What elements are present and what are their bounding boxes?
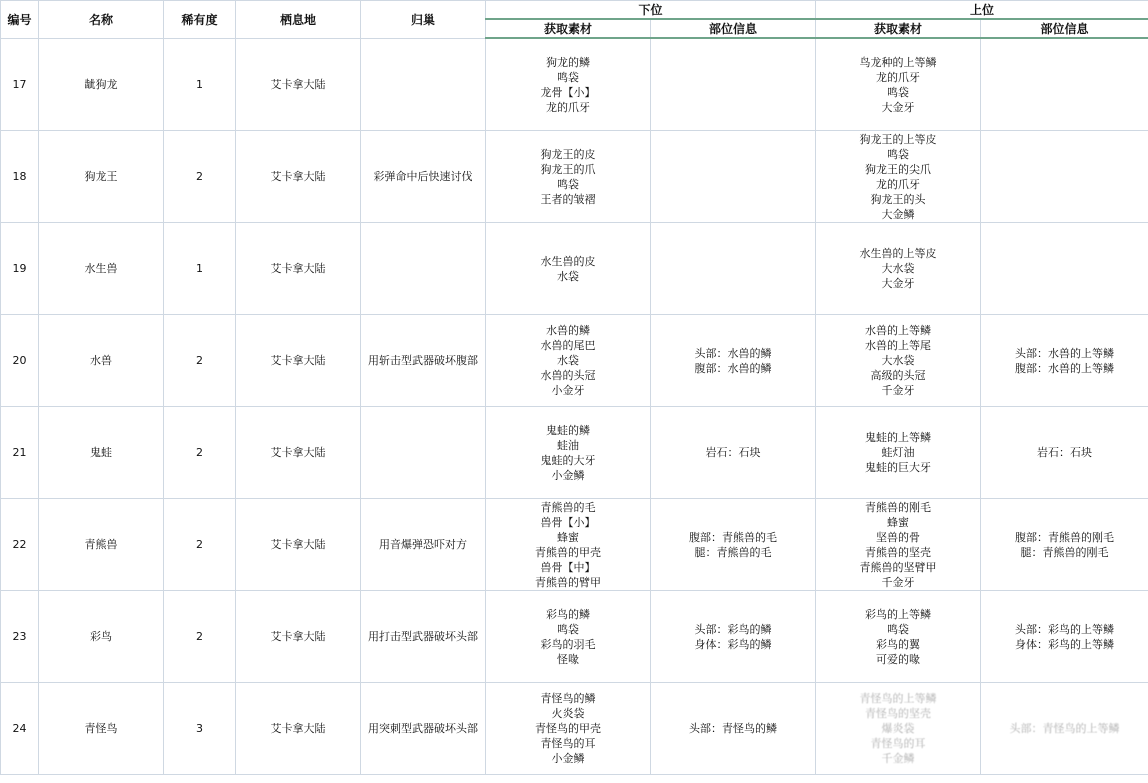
cell-low-parts[interactable]: [651, 38, 816, 131]
cell-line: 青怪鸟的坚壳: [865, 707, 932, 720]
cell-high-materials[interactable]: [816, 223, 981, 315]
cell-line: 鬼蛙的上等鳞: [865, 431, 932, 444]
cell-line: 大水袋: [881, 354, 915, 367]
cell-high-materials[interactable]: [816, 38, 981, 131]
cell-habitat[interactable]: 艾卡拿大陆: [236, 683, 361, 775]
cell-high-materials[interactable]: [816, 131, 981, 223]
cell-low-materials[interactable]: [486, 499, 651, 591]
cell-line: 头部：彩鸟的上等鳞: [1015, 622, 1115, 636]
cell-line: 狗龙王的尖爪: [865, 162, 932, 176]
cell-rarity[interactable]: 2: [164, 591, 236, 683]
cell-line: 鸣袋: [887, 622, 910, 636]
cell-line: 鸣袋: [557, 622, 579, 636]
cell-line: 千金牙: [881, 384, 915, 397]
table-row: [1, 131, 1148, 223]
cell-habitat[interactable]: 艾卡拿大陆: [236, 407, 361, 499]
header-high-materials[interactable]: 获取素材: [816, 19, 981, 38]
cell-line: 狗龙王的头: [870, 192, 926, 206]
cell-line: 青熊兽的刚毛: [865, 500, 932, 514]
cell-low-parts[interactable]: [651, 223, 816, 315]
table-row: [1, 407, 1148, 499]
cell-line: 腿：青熊兽的毛: [694, 545, 772, 559]
cell-return[interactable]: 用音爆弹恐吓对方: [361, 499, 486, 591]
cell-low-materials[interactable]: [486, 315, 651, 407]
cell-low-parts[interactable]: [651, 315, 816, 407]
cell-line: 蜂蜜: [557, 530, 579, 544]
cell-return[interactable]: [361, 38, 486, 131]
cell-line: 兽骨【小】: [540, 515, 596, 529]
cell-name[interactable]: 青熊兽: [39, 499, 164, 591]
cell-line: 狗龙王的皮: [540, 147, 596, 161]
cell-line: 腹部：青熊兽的毛: [689, 530, 777, 544]
cell-high-materials[interactable]: [816, 591, 981, 683]
cell-line: 龙的爪牙: [876, 70, 921, 84]
cell-line: 身体：彩鸟的上等鳞: [1015, 637, 1115, 651]
header-habitat[interactable]: 栖息地: [236, 1, 361, 39]
cell-line: 水兽的头冠: [540, 369, 596, 382]
cell-low-parts[interactable]: [651, 499, 816, 591]
table-row: [1, 683, 1148, 775]
cell-line: 可爱的喙: [876, 652, 921, 666]
header-name[interactable]: 名称: [39, 1, 164, 39]
cell-line: 狗龙王的爪: [540, 162, 596, 176]
header-high-part-info[interactable]: 部位信息: [981, 19, 1148, 38]
cell-id[interactable]: 23: [1, 591, 39, 683]
cell-line: 身体：彩鸟的鳞: [694, 637, 772, 651]
cell-line: 大水袋: [881, 262, 915, 275]
cell-line: 鸣袋: [557, 70, 579, 84]
cell-line: 鸣袋: [557, 177, 579, 191]
cell-name[interactable]: 彩鸟: [39, 591, 164, 683]
cell-habitat[interactable]: 艾卡拿大陆: [236, 38, 361, 131]
cell-line: 龙的爪牙: [876, 177, 921, 191]
table-row: [1, 223, 1148, 315]
cell-return[interactable]: [361, 223, 486, 315]
cell-high-parts[interactable]: [981, 499, 1148, 591]
cell-id[interactable]: 17: [1, 38, 39, 131]
cell-line: 青熊兽的坚臂甲: [859, 560, 937, 574]
cell-line: 高级的头冠: [870, 369, 926, 382]
header-low-rank[interactable]: 下位: [486, 1, 816, 20]
cell-line: 鬼蛙的鳞: [546, 423, 590, 437]
cell-low-parts[interactable]: [651, 407, 816, 499]
cell-line: 青熊兽的毛: [540, 500, 596, 514]
cell-line: 爆炎袋: [881, 722, 915, 735]
cell-rarity[interactable]: 1: [164, 38, 236, 131]
cell-habitat[interactable]: 艾卡拿大陆: [236, 315, 361, 407]
cell-return[interactable]: 用斩击型武器破坏腹部: [361, 315, 486, 407]
cell-name[interactable]: 水兽: [39, 315, 164, 407]
cell-high-parts[interactable]: [981, 131, 1148, 223]
cell-line: 水兽的上等鳞: [865, 324, 932, 337]
cell-habitat[interactable]: 艾卡拿大陆: [236, 131, 361, 223]
cell-return[interactable]: [361, 407, 486, 499]
cell-low-materials[interactable]: [486, 223, 651, 315]
cell-habitat[interactable]: 艾卡拿大陆: [236, 499, 361, 591]
table-body: [1, 38, 1148, 775]
cell-high-parts[interactable]: [981, 683, 1148, 775]
cell-high-parts[interactable]: [981, 315, 1148, 407]
cell-line: 腹部：水兽的鳞: [694, 361, 772, 375]
cell-id[interactable]: 22: [1, 499, 39, 591]
cell-line: 龙骨【小】: [540, 85, 596, 99]
cell-line: 鸣袋: [887, 85, 910, 99]
cell-line: 鸟龙种的上等鳞: [859, 55, 937, 69]
cell-line: 腹部：青熊兽的刚毛: [1015, 530, 1115, 544]
cell-line: 头部：水兽的上等鳞: [1015, 346, 1115, 360]
cell-low-parts[interactable]: [651, 683, 816, 775]
header-return[interactable]: 归巢: [361, 1, 486, 39]
cell-high-materials[interactable]: [816, 315, 981, 407]
cell-line: 彩鸟的羽毛: [540, 637, 596, 651]
table-row: [1, 315, 1148, 407]
cell-high-materials[interactable]: [816, 407, 981, 499]
cell-high-parts[interactable]: [981, 223, 1148, 315]
cell-line: 青熊兽的甲壳: [535, 545, 601, 559]
cell-line: 千金牙: [881, 575, 915, 589]
cell-name[interactable]: 青怪鸟: [39, 683, 164, 775]
cell-line: 岩石：石块: [705, 446, 761, 459]
cell-high-materials[interactable]: [816, 683, 981, 775]
cell-line: 头部：青怪鸟的鳞: [689, 722, 777, 735]
cell-line: 龙的爪牙: [546, 100, 590, 114]
cell-line: 小金鳞: [551, 468, 585, 482]
cell-line: 大金鳞: [881, 207, 915, 221]
cell-line: 大金牙: [881, 100, 915, 114]
cell-line: 青怪鸟的上等鳞: [859, 692, 937, 705]
cell-line: 岩石：石块: [1037, 446, 1093, 459]
cell-rarity[interactable]: 3: [164, 683, 236, 775]
cell-line: 腿：青熊兽的刚毛: [1020, 545, 1109, 559]
cell-high-materials[interactable]: [816, 499, 981, 591]
cell-low-parts[interactable]: [651, 591, 816, 683]
cell-return[interactable]: 用突刺型武器破坏头部: [361, 683, 486, 775]
table-header: [1, 1, 1148, 39]
cell-line: 头部：青怪鸟的上等鳞: [1009, 722, 1120, 735]
header-low-materials[interactable]: 获取素材: [486, 19, 651, 38]
cell-rarity[interactable]: 2: [164, 499, 236, 591]
cell-line: 青熊兽的坚壳: [865, 545, 932, 559]
cell-line: 彩鸟的鳞: [546, 607, 590, 621]
cell-line: 青怪鸟的耳: [870, 737, 926, 750]
cell-line: 腹部：水兽的上等鳞: [1015, 361, 1115, 375]
cell-line: 水兽的尾巴: [540, 339, 596, 352]
cell-return[interactable]: 用打击型武器破坏头部: [361, 591, 486, 683]
table-row: [1, 38, 1148, 131]
cell-line: 大金牙: [881, 277, 915, 290]
cell-line: 小金鳞: [551, 752, 585, 765]
cell-line: 狗龙王的上等皮: [859, 132, 937, 146]
cell-rarity[interactable]: 2: [164, 407, 236, 499]
cell-line: 鸣袋: [887, 147, 910, 161]
cell-line: 鬼蛙的大牙: [540, 453, 596, 467]
table-row: [1, 499, 1148, 591]
cell-line: 蛙油: [557, 438, 579, 452]
cell-high-parts[interactable]: [981, 591, 1148, 683]
header-high-rank[interactable]: 上位: [816, 1, 1148, 20]
cell-line: 水袋: [557, 354, 579, 367]
cell-line: 水兽的鳞: [546, 324, 590, 337]
cell-low-materials[interactable]: [486, 407, 651, 499]
cell-low-materials[interactable]: [486, 591, 651, 683]
cell-return[interactable]: 彩弹命中后快速讨伐: [361, 131, 486, 223]
cell-id[interactable]: 20: [1, 315, 39, 407]
cell-low-materials[interactable]: [486, 683, 651, 775]
cell-line: 头部：水兽的鳞: [694, 346, 772, 360]
header-low-part-info[interactable]: 部位信息: [651, 19, 816, 38]
cell-line: 水生兽的皮: [540, 254, 596, 268]
cell-name[interactable]: 龇狗龙: [39, 38, 164, 131]
cell-line: 青怪鸟的耳: [540, 737, 596, 750]
cell-line: 王者的皱褶: [540, 192, 596, 206]
cell-line: 青怪鸟的甲壳: [535, 722, 601, 735]
header-id[interactable]: 编号: [1, 1, 39, 39]
cell-line: 兽骨【中】: [540, 560, 596, 574]
table-row: [1, 591, 1148, 683]
cell-rarity[interactable]: 2: [164, 315, 236, 407]
cell-line: 彩鸟的上等鳞: [865, 607, 932, 621]
cell-line: 鬼蛙的巨大牙: [865, 461, 932, 474]
cell-high-parts[interactable]: [981, 38, 1148, 131]
cell-line: 狗龙的鳞: [546, 55, 590, 69]
cell-line: 千金鳞: [881, 752, 915, 765]
cell-line: 水兽的上等尾: [865, 339, 932, 352]
cell-low-materials[interactable]: [486, 38, 651, 131]
cell-line: 蛙灯油: [881, 446, 915, 459]
cell-low-parts[interactable]: [651, 131, 816, 223]
cell-line: 小金牙: [551, 384, 585, 397]
cell-line: 怪喙: [557, 652, 579, 666]
cell-line: 蜂蜜: [887, 515, 910, 529]
cell-id[interactable]: 18: [1, 131, 39, 223]
cell-habitat[interactable]: 艾卡拿大陆: [236, 223, 361, 315]
cell-line: 青熊兽的臂甲: [535, 575, 601, 589]
cell-name[interactable]: 水生兽: [39, 223, 164, 315]
cell-id[interactable]: 24: [1, 683, 39, 775]
cell-line: 水生兽的上等皮: [859, 247, 937, 260]
cell-line: 水袋: [557, 269, 579, 283]
cell-id[interactable]: 21: [1, 407, 39, 499]
header-rarity[interactable]: 稀有度: [164, 1, 236, 39]
cell-high-parts[interactable]: [981, 407, 1148, 499]
cell-id[interactable]: 19: [1, 223, 39, 315]
cell-name[interactable]: 狗龙王: [39, 131, 164, 223]
cell-line: 火炎袋: [551, 707, 585, 720]
cell-line: 头部：彩鸟的鳞: [694, 622, 772, 636]
cell-name[interactable]: 鬼蛙: [39, 407, 164, 499]
cell-rarity[interactable]: 2: [164, 131, 236, 223]
cell-line: 青怪鸟的鳞: [540, 692, 596, 705]
cell-habitat[interactable]: 艾卡拿大陆: [236, 591, 361, 683]
cell-rarity[interactable]: 1: [164, 223, 236, 315]
cell-low-materials[interactable]: [486, 131, 651, 223]
cell-line: 彩鸟的翼: [876, 637, 921, 651]
cell-line: 坚兽的骨: [876, 530, 921, 544]
